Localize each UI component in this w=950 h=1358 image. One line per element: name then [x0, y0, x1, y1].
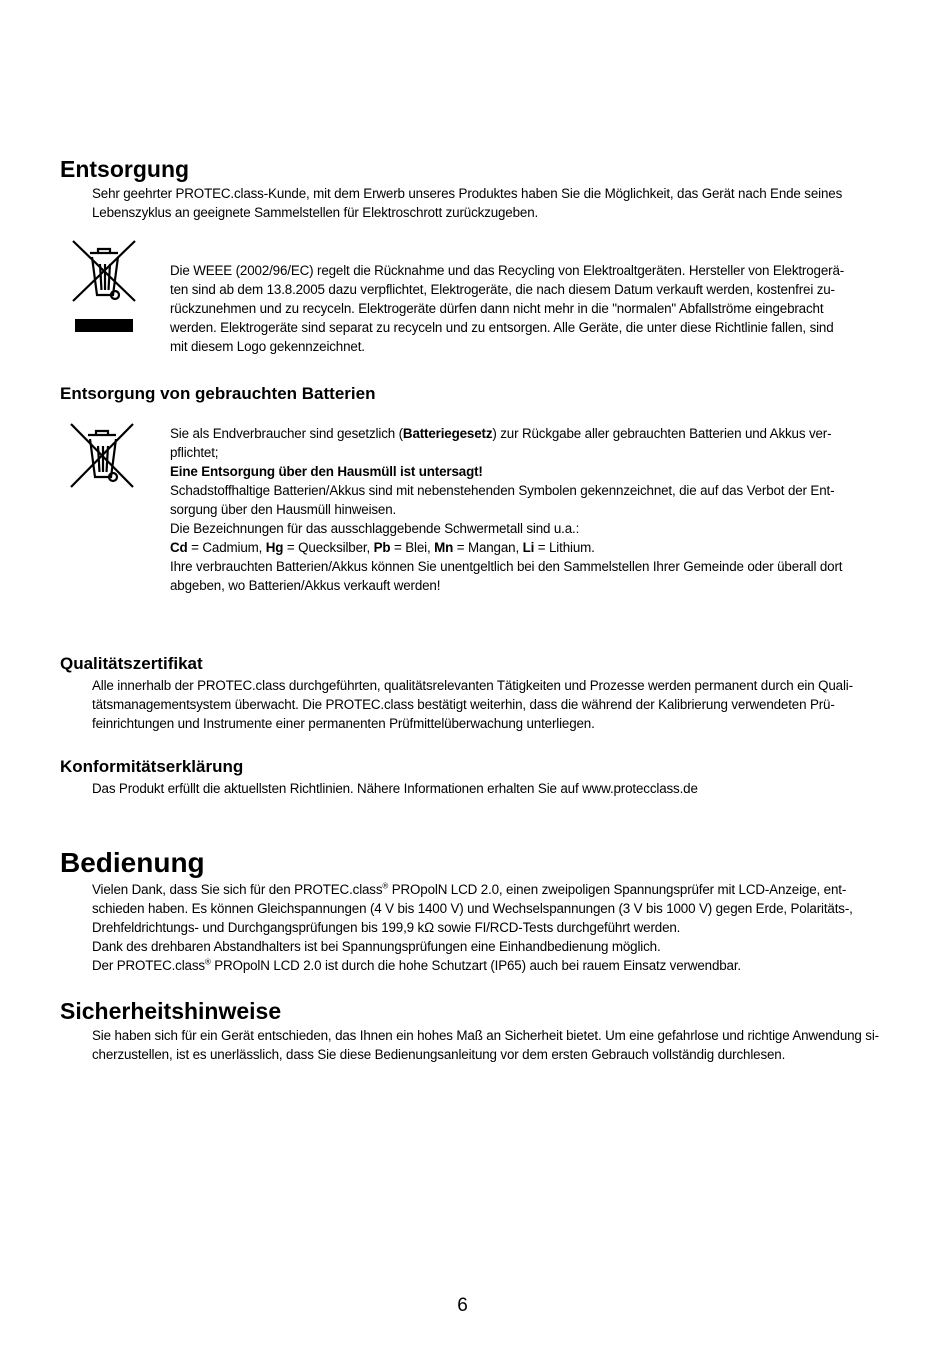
- text-line: Das Produkt erfüllt die aktuellsten Richtlinien. Nähere Informationen erhalten Sie auf www.protecclass.de: [92, 781, 698, 796]
- text-line: Sehr geehrter PROTEC.class-Kunde, mit dem Erwerb unseres Produktes haben Sie die Möglichkeit, das Gerät nach Ende seines: [92, 186, 843, 201]
- text-line: Sie haben sich für ein Gerät entschieden, das Ihnen ein hohes Maß an Sicherheit bietet. Um eine gefahrlose und richtige Anwendung si-: [92, 1028, 879, 1043]
- text-line: Sie als Endverbraucher sind gesetzlich (Batteriegesetz) zur Rückgabe aller gebrauchten Batterien und Akkus ver-: [170, 426, 832, 441]
- battery-bin-icon: [68, 421, 136, 491]
- quality-description: [92, 676, 853, 733]
- text-line: Vielen Dank, dass Sie sich für den PROTEC.class® PROpolN LCD 2.0, einen zweipoligen Spannungsprüfer mit LCD-Anzeige, ent-: [92, 881, 847, 897]
- text-line: Dank des drehbaren Abstandhalters ist bei Spannungsprüfungen eine Einhandbedienung möglich.: [92, 939, 661, 954]
- text-line: mit diesem Logo gekennzeichnet.: [170, 339, 365, 354]
- text-line: schieden haben. Es können Gleichspannungen (4 V bis 1400 V) und Wechselspannungen (3 V bis 1000 V) gegen Erde, Polaritäts-,: [92, 901, 853, 916]
- page-number: 6: [457, 1295, 468, 1316]
- text-line: sorgung über den Hausmüll hinweisen.: [170, 502, 397, 517]
- weee-description: [170, 261, 844, 356]
- text-line: Die Bezeichnungen für das ausschlaggebende Schwermetall sind u.a.:: [170, 521, 580, 536]
- text-line: abgeben, wo Batterien/Akkus verkauft werden!: [170, 578, 441, 593]
- text-line: Drehfeldrichtungs- und Durchgangsprüfungen bis 199,9 kΩ sowie FI/RCD-Tests durchgeführt werden.: [92, 920, 681, 935]
- battery-warning: Eine Entsorgung über den Hausmüll ist untersagt!: [170, 464, 483, 479]
- section-title-entsorgung: Entsorgung: [60, 156, 190, 182]
- text-line: feinrichtungen und Instrumente einer permanenten Prüfmittelüberwachung unterliegen.: [92, 716, 595, 731]
- battery-description: [170, 424, 842, 595]
- text-line: Ihre verbrauchten Batterien/Akkus können Sie unentgeltlich bei den Sammelstellen Ihrer Gemeinde oder überall dort: [170, 559, 843, 574]
- section-title-conformity: Konformitätserklärung: [60, 757, 244, 776]
- text-line: pflichtet;: [170, 445, 219, 460]
- conformity-description: [92, 779, 698, 798]
- weee-bin-icon: [70, 238, 138, 334]
- section-title-batteries: Entsorgung von gebrauchten Batterien: [60, 384, 376, 403]
- text-line: Die WEEE (2002/96/EC) regelt die Rücknahme und das Recycling von Elektroaltgeräten. Hersteller von Elektrogerä-: [170, 263, 845, 278]
- operation-description: [92, 880, 853, 975]
- text-line: Der PROTEC.class® PROpolN LCD 2.0 ist durch die hohe Schutzart (IP65) auch bei rauem Einsatz verwendbar.: [92, 957, 741, 973]
- section-title-safety: Sicherheitshinweise: [60, 998, 282, 1024]
- text-line: cherzustellen, ist es unerlässlich, dass Sie diese Bedienungsanleitung vor dem ersten Gebrauch vollständig durchlesen.: [92, 1047, 786, 1062]
- text-line: Alle innerhalb der PROTEC.class durchgeführten, qualitätsrelevanten Tätigkeiten und Prozesse werden permanent durch ein Quali-: [92, 678, 853, 693]
- disposal-intro: [92, 184, 842, 222]
- text-line: werden. Elektrogeräte sind separat zu recyceln und zu entsorgen. Alle Geräte, die unter diese Richtlinie fallen, sind: [170, 320, 834, 335]
- text-line: Lebenszyklus an geeignete Sammelstellen für Elektroschrott zurückzugeben.: [92, 205, 539, 220]
- text-line: tätsmanagementsystem überwacht. Die PROTEC.class bestätigt weiterhin, dass die während der Kalibrierung verwendeten Prü-: [92, 697, 835, 712]
- heavy-metal-list: Cd = Cadmium, Hg = Quecksilber, Pb = Blei, Mn = Mangan, Li = Lithium.: [170, 540, 595, 555]
- text-line: rückzunehmen und zu recyceln. Elektrogeräte dürfen dann nicht mehr in die "normalen" Abfallströme eingebracht: [170, 301, 824, 316]
- section-title-quality: Qualitätszertifikat: [60, 654, 203, 673]
- battery-law: Batteriegesetz: [402, 426, 493, 441]
- text-line: Schadstoffhaltige Batterien/Akkus sind mit nebenstehenden Symbolen gekennzeichnet, die auf das Verbot der Ent-: [170, 483, 835, 498]
- text-line: ten sind ab dem 13.8.2005 dazu verpflichtet, Elektrogeräte, die nach diesem Datum verkauft werden, kostenfrei zu-: [170, 282, 835, 297]
- safety-description: [92, 1026, 879, 1064]
- section-title-operation: Bedienung: [60, 847, 205, 878]
